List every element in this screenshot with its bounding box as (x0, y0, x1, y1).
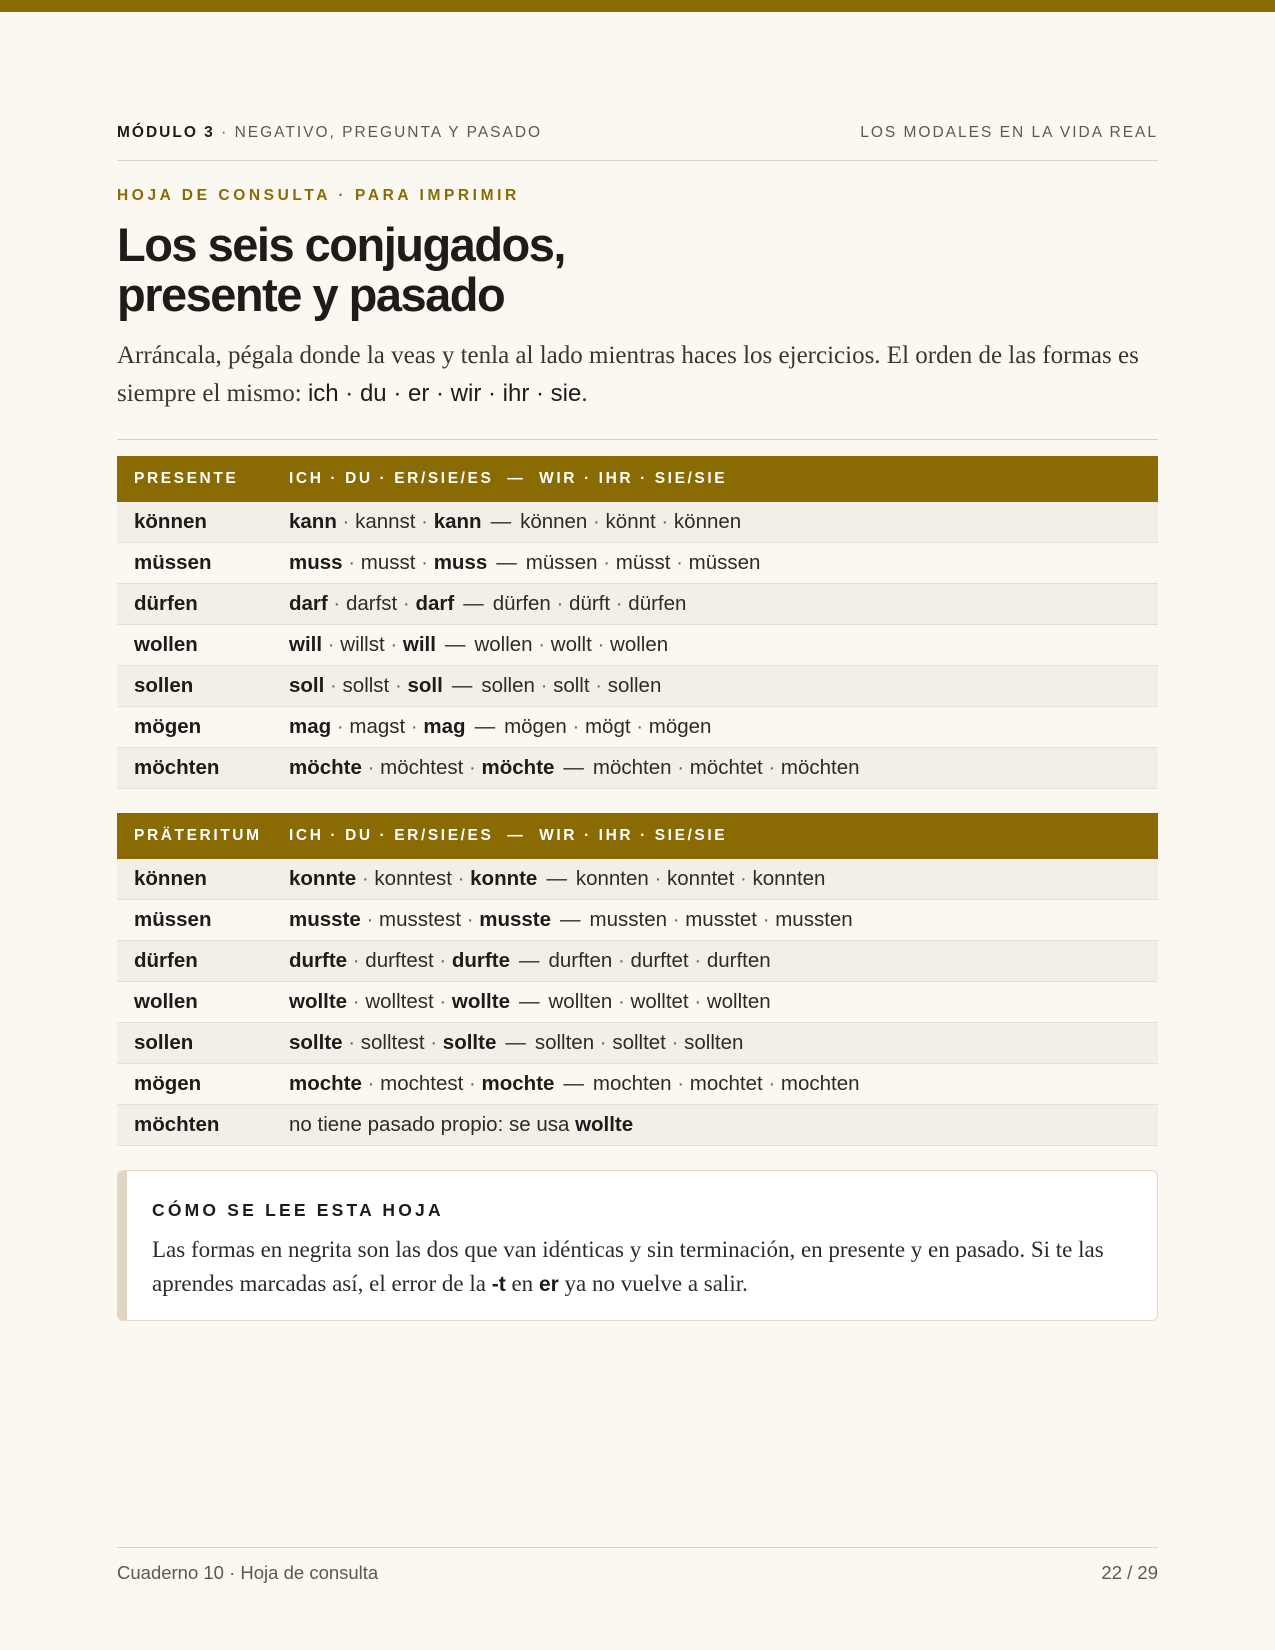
form-wir: dürfen (492, 592, 551, 615)
form-er: mag (423, 715, 466, 738)
conjugated-forms (289, 908, 853, 932)
presente-header-label: PRESENTE (134, 470, 239, 487)
table-row-note (117, 1105, 1158, 1146)
form-separator: · (397, 592, 416, 615)
table-row (117, 666, 1158, 707)
callout-accent-bar (118, 1171, 127, 1320)
form-ich: musste (289, 908, 361, 931)
verb-infinitive: müssen (134, 551, 212, 574)
singular-plural-dash: — (444, 633, 466, 656)
verb-infinitive: wollen (134, 990, 198, 1013)
singular-plural-dash: — (463, 592, 484, 615)
form-wir: mögen (504, 715, 567, 738)
form-ich: mochte (289, 1072, 362, 1095)
note-text-bold: wollte (575, 1113, 634, 1136)
form-separator: · (534, 674, 554, 697)
verb-infinitive: mögen (134, 1072, 202, 1095)
form-du: musst (360, 551, 416, 574)
form-ich: will (289, 633, 323, 656)
form-er: musste (479, 908, 552, 931)
verb-infinitive: können (134, 510, 207, 533)
callout-text-part-3: ya no vuelve a salir. (558, 1271, 748, 1296)
form-ihr: musstet (685, 908, 758, 931)
form-separator: · (463, 1072, 482, 1095)
form-sie: müssen (688, 551, 761, 574)
form-ihr: mögt (584, 715, 631, 738)
form-separator: · (762, 756, 781, 779)
form-sie: wollten (706, 990, 771, 1013)
form-wir: müssen (525, 551, 598, 574)
form-separator: · (384, 633, 403, 656)
form-separator: · (667, 908, 686, 931)
form-separator: · (612, 990, 631, 1013)
section-title: LOS MODALES EN LA VIDA REAL (860, 124, 1158, 141)
form-ich: wollte (289, 990, 348, 1013)
form-separator: · (670, 551, 689, 574)
form-wir: mussten (589, 908, 668, 931)
verb-infinitive: dürfen (134, 592, 198, 615)
table-row (117, 748, 1158, 789)
form-separator: · (589, 674, 608, 697)
form-er: durfte (451, 949, 510, 972)
conjugated-forms (289, 990, 771, 1014)
form-separator: · (688, 990, 707, 1013)
form-er: mochte (481, 1072, 555, 1095)
form-separator: · (356, 867, 375, 890)
verb-infinitive: müssen (134, 908, 212, 931)
prateritum-header-persons: ICH · DU · ER/SIE/ES — WIR · IHR · SIE/SIE (289, 827, 728, 844)
header-divider (117, 160, 1158, 161)
conjugated-forms (289, 756, 860, 780)
verb-infinitive: sollen (134, 674, 194, 697)
form-separator: · (671, 756, 690, 779)
form-ihr: konntet (667, 867, 735, 890)
callout-code-er: er (538, 1273, 559, 1296)
verb-infinitive: wollen (134, 633, 198, 656)
form-separator: · (665, 1031, 685, 1054)
form-wir: können (520, 510, 588, 533)
form-wir: konnten (575, 867, 649, 890)
form-du: willst (340, 633, 385, 656)
form-separator: · (415, 510, 434, 533)
singular-plural-dash: — (505, 1031, 526, 1054)
form-separator: · (762, 1072, 781, 1095)
form-du: möchtest (380, 756, 464, 779)
module-separator: · (214, 124, 235, 141)
form-separator: · (347, 990, 366, 1013)
form-du: durftest (365, 949, 434, 972)
form-ich: konnte (289, 867, 357, 890)
form-separator: · (433, 990, 452, 1013)
conjugated-forms (289, 949, 771, 973)
form-separator: · (587, 510, 606, 533)
prateritum-header-label: PRÄTERITUM (134, 827, 262, 844)
form-separator: · (342, 1031, 361, 1054)
form-sie: durften (706, 949, 771, 972)
form-ich: muss (289, 551, 343, 574)
intro-end: . (581, 380, 588, 407)
form-ich: durfte (289, 949, 348, 972)
form-separator: · (336, 510, 356, 533)
verb-infinitive: möchten (134, 1113, 220, 1136)
page-title-line-1: Los seis conjugados, (117, 218, 565, 271)
singular-plural-dash: — (518, 990, 540, 1013)
callout-text-part-1: Las formas en negrita son las dos que van idénticas y sin terminación, en presente y en pasado. Si te las aprendes marcadas así, el error de la (152, 1237, 1104, 1296)
form-separator: · (550, 592, 570, 615)
form-separator: · (461, 908, 480, 931)
form-separator: · (566, 715, 585, 738)
form-separator: · (610, 592, 629, 615)
form-du: sollst (342, 674, 390, 697)
verb-infinitive: sollen (134, 1031, 194, 1054)
form-separator: · (648, 867, 668, 890)
form-sie: mochten (780, 1072, 860, 1095)
form-er: möchte (481, 756, 555, 779)
form-separator: · (327, 592, 346, 615)
form-separator: · (324, 674, 343, 697)
table-row (117, 502, 1158, 543)
form-wir: möchten (592, 756, 672, 779)
form-sie: können (673, 510, 742, 533)
form-separator: · (591, 633, 611, 656)
form-er: muss (433, 551, 488, 574)
table-row (117, 982, 1158, 1023)
singular-plural-dash: — (474, 715, 496, 738)
table-row (117, 584, 1158, 625)
form-separator: · (757, 908, 776, 931)
footer-divider (117, 1547, 1158, 1548)
form-separator: · (597, 551, 616, 574)
form-separator: · (415, 551, 434, 574)
table-row (117, 543, 1158, 584)
form-du: mochtest (380, 1072, 464, 1095)
form-separator: · (322, 633, 341, 656)
form-ich: möchte (289, 756, 362, 779)
module-topic: NEGATIVO, PREGUNTA Y PASADO (234, 124, 543, 141)
form-du: konntest (374, 867, 452, 890)
form-sie: sollten (684, 1031, 744, 1054)
conjugated-forms (289, 510, 741, 534)
form-sie: sollen (607, 674, 662, 697)
intro-paragraph (117, 337, 1158, 413)
form-separator: · (612, 949, 631, 972)
form-ihr: mochtet (689, 1072, 763, 1095)
form-er: wollte (451, 990, 510, 1013)
form-sie: mussten (775, 908, 853, 931)
form-separator: · (463, 756, 482, 779)
form-separator: · (360, 908, 379, 931)
page-footer (117, 1562, 1158, 1584)
table-row (117, 941, 1158, 982)
intro-text: Arráncala, pégala donde la veas y tenla al lado mientras haces los ejercicios. El orden de las formas es siempre el mismo: (117, 342, 1139, 407)
form-separator: · (342, 551, 361, 574)
form-separator: · (671, 1072, 690, 1095)
form-ihr: solltet (612, 1031, 666, 1054)
page-title-line-2: presente y pasado (117, 268, 505, 321)
callout-text-part-2: en (505, 1271, 539, 1296)
conjugated-forms (289, 1072, 860, 1096)
form-du: wolltest (365, 990, 434, 1013)
form-sie: dürfen (628, 592, 687, 615)
form-wir: sollten (534, 1031, 595, 1054)
conjugated-forms (289, 867, 825, 891)
singular-plural-dash: — (496, 551, 517, 574)
verb-infinitive: können (134, 867, 207, 890)
form-wir: durften (548, 949, 613, 972)
form-ihr: dürft (569, 592, 611, 615)
form-wir: sollen (481, 674, 535, 697)
form-ihr: wolltet (630, 990, 689, 1013)
form-wir: mochten (592, 1072, 672, 1095)
verb-infinitive: mögen (134, 715, 202, 738)
form-separator: · (347, 949, 366, 972)
form-separator: · (594, 1031, 613, 1054)
form-sie: konnten (752, 867, 826, 890)
verb-infinitive: möchten (134, 756, 220, 779)
intro-forms-order: ich · du · er · wir · ihr · sie (307, 380, 582, 407)
intro-divider (117, 439, 1158, 440)
table-row (117, 707, 1158, 748)
table-row (117, 1064, 1158, 1105)
form-separator: · (424, 1031, 443, 1054)
callout-code-t: -t (491, 1273, 506, 1296)
form-separator: · (688, 949, 707, 972)
singular-plural-dash: — (546, 867, 567, 890)
top-accent-bar (0, 0, 1275, 12)
singular-plural-dash: — (451, 674, 473, 697)
page-number: 22 / 29 (1101, 1562, 1158, 1583)
form-ich: mag (289, 715, 332, 738)
form-du: darfst (345, 592, 398, 615)
callout-text (152, 1233, 1132, 1302)
conjugated-forms (289, 715, 711, 739)
form-sie: mögen (648, 715, 712, 738)
conjugated-forms (289, 592, 686, 616)
form-du: kannst (355, 510, 416, 533)
prateritum-table (117, 813, 1158, 1146)
form-er: soll (407, 674, 443, 697)
form-separator: · (331, 715, 350, 738)
callout-title: CÓMO SE LEE ESTA HOJA (152, 1200, 444, 1220)
form-ich: darf (289, 592, 328, 615)
form-er: sollte (442, 1031, 497, 1054)
table-row (117, 1023, 1158, 1064)
form-du: musstest (379, 908, 462, 931)
page-title (117, 220, 565, 320)
conjugated-forms (289, 633, 668, 657)
form-ihr: durftet (630, 949, 689, 972)
module-label: MÓDULO 3 (117, 124, 215, 141)
table-row (117, 900, 1158, 941)
form-er: darf (415, 592, 455, 615)
prateritum-table-body (117, 859, 1158, 1146)
singular-plural-dash: — (563, 756, 584, 779)
presente-table-body (117, 502, 1158, 789)
form-du: magst (349, 715, 406, 738)
form-separator: · (734, 867, 753, 890)
form-separator: · (630, 715, 649, 738)
conjugated-forms (289, 551, 760, 575)
form-sie: möchten (780, 756, 860, 779)
form-du: solltest (360, 1031, 425, 1054)
singular-plural-dash: — (560, 908, 581, 931)
form-sie: wollen (610, 633, 669, 656)
form-separator: · (389, 674, 408, 697)
presente-table-header (117, 456, 1158, 502)
form-ich: sollte (289, 1031, 343, 1054)
form-separator: · (451, 867, 471, 890)
singular-plural-dash: — (518, 949, 540, 972)
form-separator: · (433, 949, 452, 972)
presente-table (117, 456, 1158, 789)
verb-infinitive: dürfen (134, 949, 198, 972)
form-ihr: möchtet (689, 756, 763, 779)
form-separator: · (655, 510, 674, 533)
form-separator: · (532, 633, 551, 656)
note-text-plain: no tiene pasado propio: se usa (289, 1113, 576, 1136)
running-header (117, 124, 1158, 142)
note-text (289, 1113, 633, 1137)
form-separator: · (361, 1072, 381, 1095)
form-wir: wollten (548, 990, 613, 1013)
form-ich: kann (289, 510, 337, 533)
singular-plural-dash: — (490, 510, 512, 533)
form-ich: soll (289, 674, 325, 697)
form-separator: · (361, 756, 381, 779)
form-ihr: müsst (615, 551, 671, 574)
footer-notebook-title: Cuaderno 10 · Hoja de consulta (117, 1562, 379, 1583)
form-wir: wollen (474, 633, 533, 656)
form-er: will (402, 633, 436, 656)
form-er: konnte (470, 867, 538, 890)
singular-plural-dash: — (563, 1072, 584, 1095)
reading-note-callout (117, 1170, 1158, 1321)
form-er: kann (433, 510, 482, 533)
form-ihr: könnt (605, 510, 656, 533)
form-ihr: sollt (553, 674, 590, 697)
conjugated-forms (289, 1031, 743, 1055)
eyebrow-label: HOJA DE CONSULTA · PARA IMPRIMIR (117, 187, 520, 204)
conjugated-forms (289, 674, 661, 698)
module-info (117, 124, 542, 142)
form-ihr: wollt (550, 633, 592, 656)
table-row (117, 859, 1158, 900)
table-row (117, 625, 1158, 666)
form-separator: · (405, 715, 424, 738)
presente-header-persons: ICH · DU · ER/SIE/ES — WIR · IHR · SIE/SIE (289, 470, 728, 487)
prateritum-table-header (117, 813, 1158, 859)
